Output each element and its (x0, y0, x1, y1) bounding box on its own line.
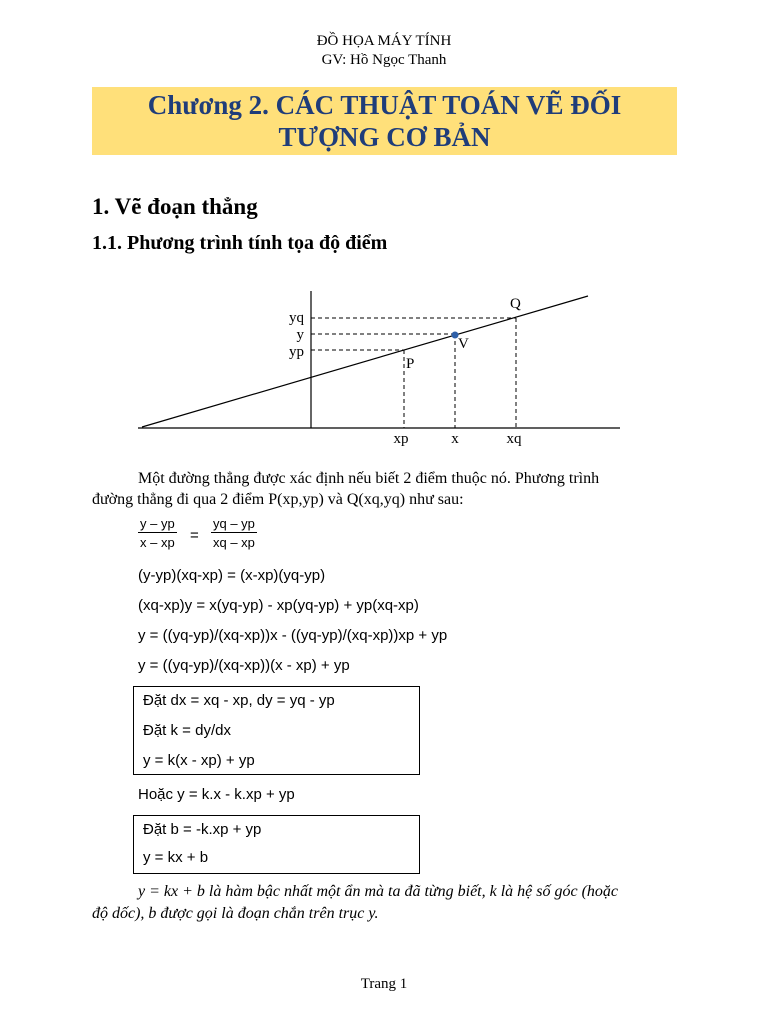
fraction-left-denominator: x – xp (140, 535, 175, 550)
box2-line-2: y = kx + b (143, 849, 209, 866)
equation-4: y = ((yq-yp)/(xq-xp))(x - xp) + yp (138, 657, 350, 674)
fraction-equals: = (190, 527, 199, 544)
fraction-left (138, 516, 177, 550)
box2-line-1: Đặt b = -k.xp + yp (143, 821, 262, 838)
course-title: ĐỒ HỌA MÁY TÍNH (316, 33, 452, 49)
chapter-title-line1: Chương 2. CÁC THUẬT TOÁN VẼ ĐỐI (147, 90, 622, 120)
subsection-heading: 1.1. Phương trình tính tọa độ điểm (92, 232, 388, 254)
x-label-xq: xq (506, 431, 522, 447)
fraction-right-denominator: xq – xp (213, 535, 255, 550)
line-pq (142, 296, 588, 427)
chapter-title-line2: TƯỢNG CƠ BẢN (278, 122, 491, 152)
x-label-xp: xp (393, 431, 409, 447)
equation-2: (xq-xp)y = x(yq-yp) - xp(yq-yp) + yp(xq-xp) (138, 597, 419, 614)
y-label-yp: yp (289, 344, 304, 360)
box1-line-1: Đặt dx = xq - xp, dy = yq - yp (143, 692, 335, 709)
definition-box-2 (133, 815, 420, 874)
box1-line-2: Đặt k = dy/dx (143, 722, 231, 739)
line-diagram (0, 0, 768, 460)
y-label-yq: yq (289, 310, 304, 326)
alt-equation: Hoặc y = k.x - k.xp + yp (138, 786, 295, 803)
point-label-p: P (406, 356, 415, 372)
x-label-x: x (451, 431, 459, 447)
point-label-q: Q (510, 296, 521, 312)
conclusion-line-1: y = kx + b là hàm bậc nhất một ẩn mà ta đã từng biết, k là hệ số góc (hoặc (138, 883, 619, 900)
fraction-left-numerator: y – yp (140, 516, 175, 531)
intro-line-2: đường thẳng đi qua 2 điểm P(xp,yp) và Q(xq,yq) như sau: (92, 491, 464, 508)
section-heading: 1. Vẽ đoạn thẳng (92, 194, 258, 219)
teacher-name: GV: Hồ Ngọc Thanh (321, 52, 447, 68)
definition-box-1 (133, 686, 420, 775)
y-label-y: y (296, 327, 304, 343)
page-number: Trang 1 (360, 976, 408, 992)
conclusion-line-2: độ dốc), b được gọi là đoạn chắn trên trục y. (92, 905, 379, 922)
equation-1: (y-yp)(xq-xp) = (x-xp)(yq-yp) (138, 567, 326, 584)
equation-3: y = ((yq-yp)/(xq-xp))x - ((yq-yp)/(xq-xp))xp + yp (138, 627, 448, 644)
box1-line-3: y = k(x - xp) + yp (143, 752, 255, 769)
fraction-right (211, 516, 257, 550)
fraction-right-numerator: yq – yp (213, 516, 255, 531)
intro-line-1: Một đường thẳng được xác định nếu biết 2 điểm thuộc nó. Phương trình (138, 470, 600, 487)
point-label-v: V (458, 336, 469, 352)
